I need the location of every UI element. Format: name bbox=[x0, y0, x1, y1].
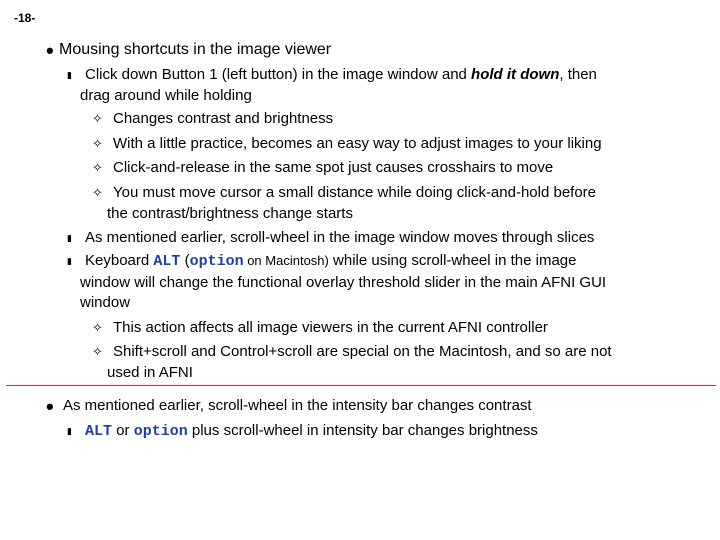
item1-emphasis: hold it down bbox=[471, 66, 560, 83]
sub6-line2: used in AFNI bbox=[107, 364, 193, 381]
item1-line2: drag around while holding bbox=[80, 87, 252, 104]
diamond-bullet-icon: ✧ bbox=[92, 160, 103, 175]
item1-line1 bbox=[85, 65, 597, 85]
section2-or: or bbox=[112, 422, 134, 439]
item3-text-b: while using scroll-wheel in the image bbox=[328, 252, 577, 269]
item3-text-a: Keyboard bbox=[85, 252, 154, 269]
sub5-text: This action affects all image viewers in the current AFNI controller bbox=[113, 319, 548, 336]
section1-heading: Mousing shortcuts in the image viewer bbox=[59, 41, 332, 58]
section-divider bbox=[6, 385, 716, 386]
square-bullet-icon: ▮ bbox=[67, 256, 72, 266]
page-number: -18- bbox=[14, 11, 36, 25]
sub1-text: Changes contrast and brightness bbox=[113, 110, 334, 127]
diamond-bullet-icon: ✧ bbox=[92, 111, 103, 126]
item3-line3: window bbox=[80, 294, 131, 311]
section2-item bbox=[85, 421, 538, 442]
section2-heading: As mentioned earlier, scroll-wheel in the intensity bar changes contrast bbox=[63, 397, 532, 414]
section2-rest: plus scroll-wheel in intensity bar changes brightness bbox=[187, 422, 538, 439]
bullet-icon: • bbox=[46, 394, 54, 419]
diamond-bullet-icon: ✧ bbox=[92, 185, 103, 200]
alt-key: ALT bbox=[85, 423, 113, 440]
sub2-text: With a little practice, becomes an easy way to adjust images to your liking bbox=[113, 135, 602, 152]
square-bullet-icon: ▮ bbox=[67, 233, 72, 243]
diamond-bullet-icon: ✧ bbox=[92, 320, 103, 335]
bullet-icon: • bbox=[46, 38, 54, 63]
square-bullet-icon: ▮ bbox=[67, 426, 72, 436]
item3-line1 bbox=[85, 251, 576, 272]
diamond-bullet-icon: ✧ bbox=[92, 344, 103, 359]
item3-paren: ( bbox=[180, 252, 190, 269]
item1-text-b: , then bbox=[559, 66, 597, 83]
sub4-line2: the contrast/brightness change starts bbox=[107, 205, 353, 222]
item1-text-a: Click down Button 1 (left button) in the image window and bbox=[85, 66, 472, 83]
item3-line2: window will change the functional overlay threshold slider in the main AFNI GUI bbox=[80, 274, 607, 291]
option-key: option bbox=[189, 253, 244, 270]
item2-text: As mentioned earlier, scroll-wheel in the image window moves through slices bbox=[85, 229, 595, 246]
alt-key: ALT bbox=[153, 253, 181, 270]
sub3-text: Click-and-release in the same spot just causes crosshairs to move bbox=[113, 159, 554, 176]
diamond-bullet-icon: ✧ bbox=[92, 136, 103, 151]
square-bullet-icon: ▮ bbox=[67, 70, 72, 80]
option-key: option bbox=[133, 423, 188, 440]
sub4-line1: You must move cursor a small distance while doing click-and-hold before bbox=[113, 184, 597, 201]
sub6-line1: Shift+scroll and Control+scroll are special on the Macintosh, and so are not bbox=[113, 343, 612, 360]
item3-mac: on Macintosh) bbox=[243, 253, 329, 268]
